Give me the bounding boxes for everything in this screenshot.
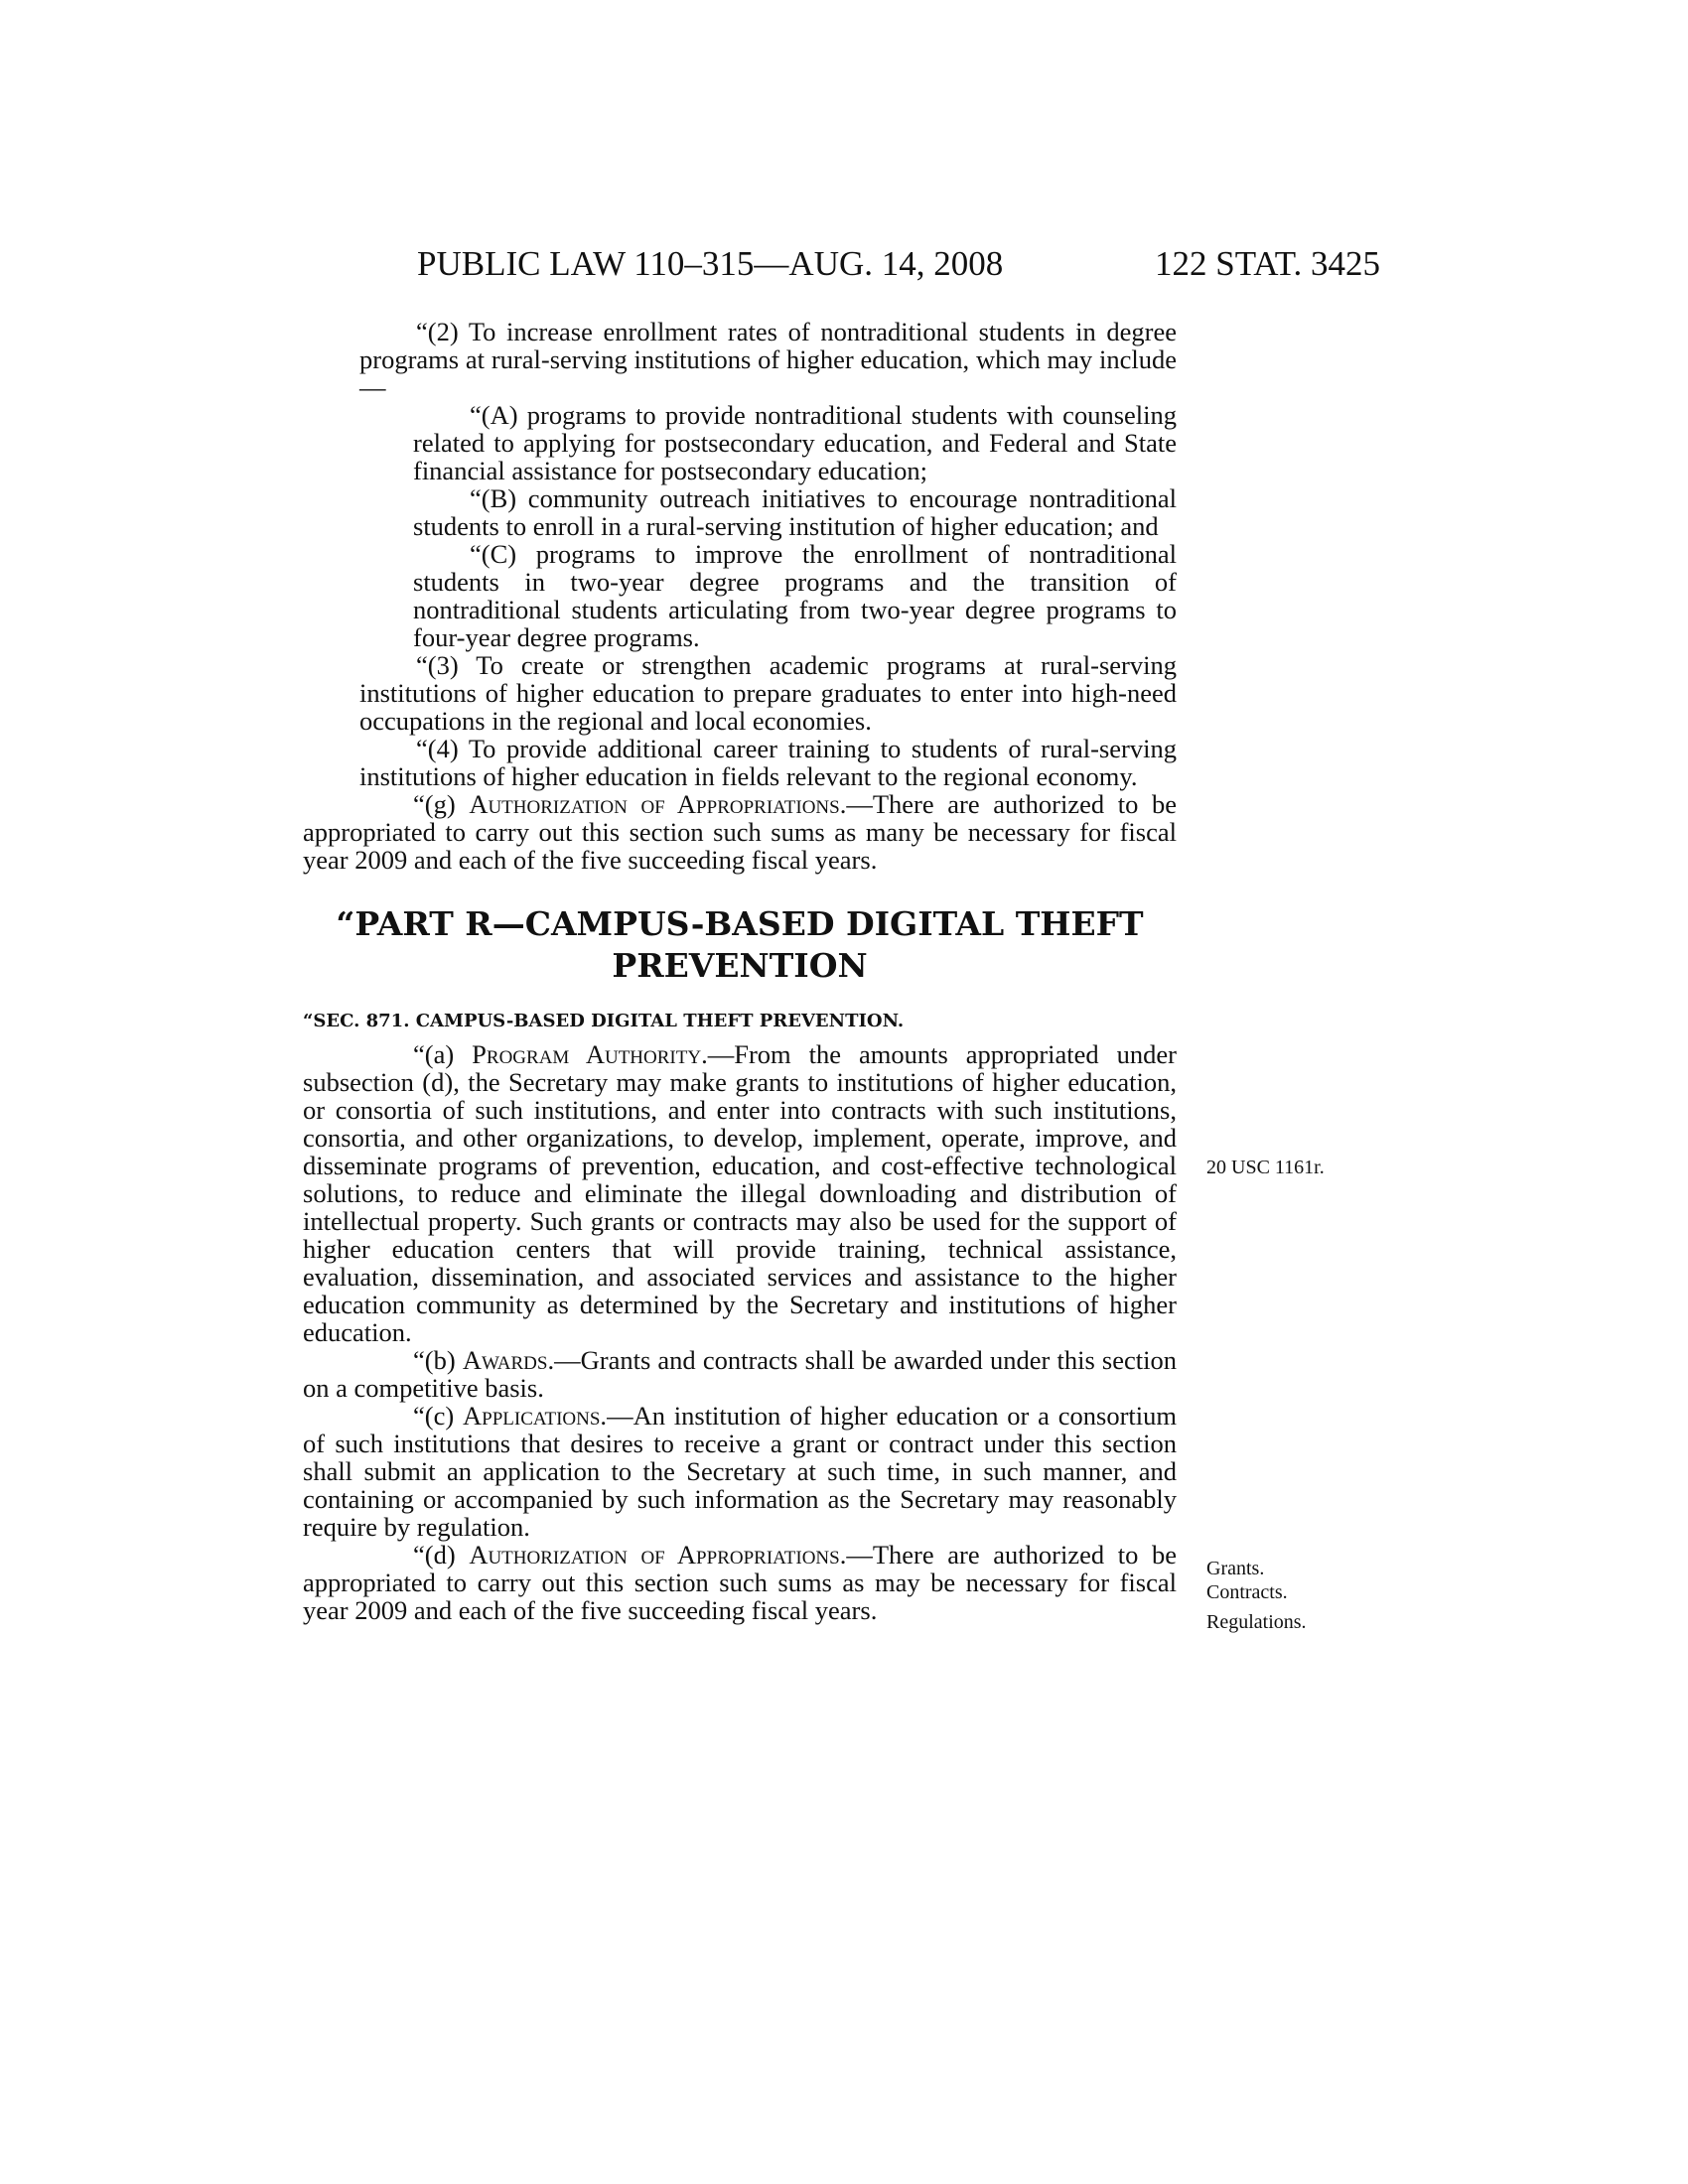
subsection-d-lead: “(d) bbox=[413, 1540, 470, 1570]
part-title-line-1: “PART R—CAMPUS-BASED DIGITAL THEFT bbox=[336, 904, 1144, 943]
law-title: PUBLIC LAW 110–315—AUG. 14, 2008 bbox=[417, 244, 1004, 283]
subsection-b-lead: “(b) bbox=[413, 1345, 463, 1375]
subsection-c-lead: “(c) bbox=[413, 1401, 463, 1431]
paragraph-2: “(2) To increase enrollment rates of nontraditional students in degree programs at rural-serving institutions of higher education, which may include— bbox=[359, 317, 1177, 402]
subsection-b-text: —Grants and contracts shall be awarded under this section on a competitive basis. bbox=[303, 1345, 1177, 1403]
margin-note-regulations: Regulations. bbox=[1206, 1611, 1307, 1633]
subsection-b bbox=[303, 1346, 1177, 1402]
subsection-g-text: —There are authorized to be appropriated to carry out this section such sums as many be necessary for fiscal year 2009 and each of the five succeeding fiscal years. bbox=[303, 789, 1177, 875]
paragraph-4: “(4) To provide additional career training to students of rural-serving institutions of higher education in fields relevant to the regional economy. bbox=[359, 734, 1177, 791]
part-title-line-2: PREVENTION bbox=[612, 946, 868, 985]
subsection-a-lead: “(a) bbox=[413, 1039, 473, 1069]
subsection-b-heading: Awards. bbox=[462, 1345, 555, 1375]
subsection-c-text: —An institution of higher education or a consortium of such institutions that desires to receive a grant or contract under this section shall submit an application to the Secretary at such time, in such manner, and containing or accompanied by such information as the Secretary may reasonably require by regulation. bbox=[303, 1401, 1177, 1542]
subsection-a bbox=[303, 1040, 1177, 1346]
subsection-g-lead: “(g) bbox=[413, 789, 470, 819]
subsection-d-text: —There are authorized to be appropriated to carry out this section such sums as may be necessary for fiscal year 2009 and each of the five succeeding fiscal years. bbox=[303, 1540, 1177, 1625]
paragraph-3: “(3) To create or strengthen academic programs at rural-serving institutions of higher education to prepare graduates to enter into high-need occupations in the regional and local economies. bbox=[359, 650, 1177, 736]
paragraph-C: “(C) programs to improve the enrollment of nontraditional students in two-year degree programs and the transition of nontraditional students articulating from two-year degree programs to four-year degree programs. bbox=[413, 539, 1177, 652]
margin-note-usc: 20 USC 1161r. bbox=[1206, 1157, 1325, 1178]
subsection-c-heading: Applications. bbox=[463, 1401, 608, 1431]
stat-citation: 122 STAT. 3425 bbox=[1155, 244, 1380, 283]
subsection-a-heading: Program Authority. bbox=[472, 1039, 708, 1069]
section-heading: “SEC. 871. CAMPUS-BASED DIGITAL THEFT PREVENTION. bbox=[303, 1011, 905, 1031]
subsection-a-text: —From the amounts appropriated under subsection (d), the Secretary may make grants to institutions of higher education, or consortia of such institutions, and enter into contracts with such institutions, consortia, and other organizations, to develop, implement, operate, improve, and disseminate programs of prevention, education, and cost-effective technological solutions, to reduce and eliminate the illegal downloading and distribution of intellectual property. Such grants or contracts may also be used for the support of higher education centers that will provide training, technical assistance, evaluation, dissemination, and associated services and assistance to the higher education community as determined by the Secretary and institutions of higher education. bbox=[303, 1039, 1177, 1347]
subsection-g bbox=[303, 790, 1177, 874]
document-body bbox=[303, 318, 1177, 1624]
subsection-g-heading: Authorization of Appropriations. bbox=[469, 789, 847, 819]
subsection-c bbox=[303, 1402, 1177, 1541]
margin-note-contracts: Contracts. bbox=[1206, 1581, 1288, 1603]
part-title bbox=[303, 903, 1177, 987]
paragraph-A: “(A) programs to provide nontraditional students with counseling related to applying for postsecondary education, and Federal and State financial assistance for postsecondary education; bbox=[413, 400, 1177, 485]
paragraph-B: “(B) community outreach initiatives to encourage nontraditional students to enroll in a rural-serving institution of higher education; and bbox=[413, 483, 1177, 541]
subsection-d-heading: Authorization of Appropriations. bbox=[469, 1540, 847, 1570]
subsection-d bbox=[303, 1541, 1177, 1624]
page-header bbox=[417, 244, 1380, 284]
margin-note-grants: Grants. bbox=[1206, 1558, 1265, 1579]
